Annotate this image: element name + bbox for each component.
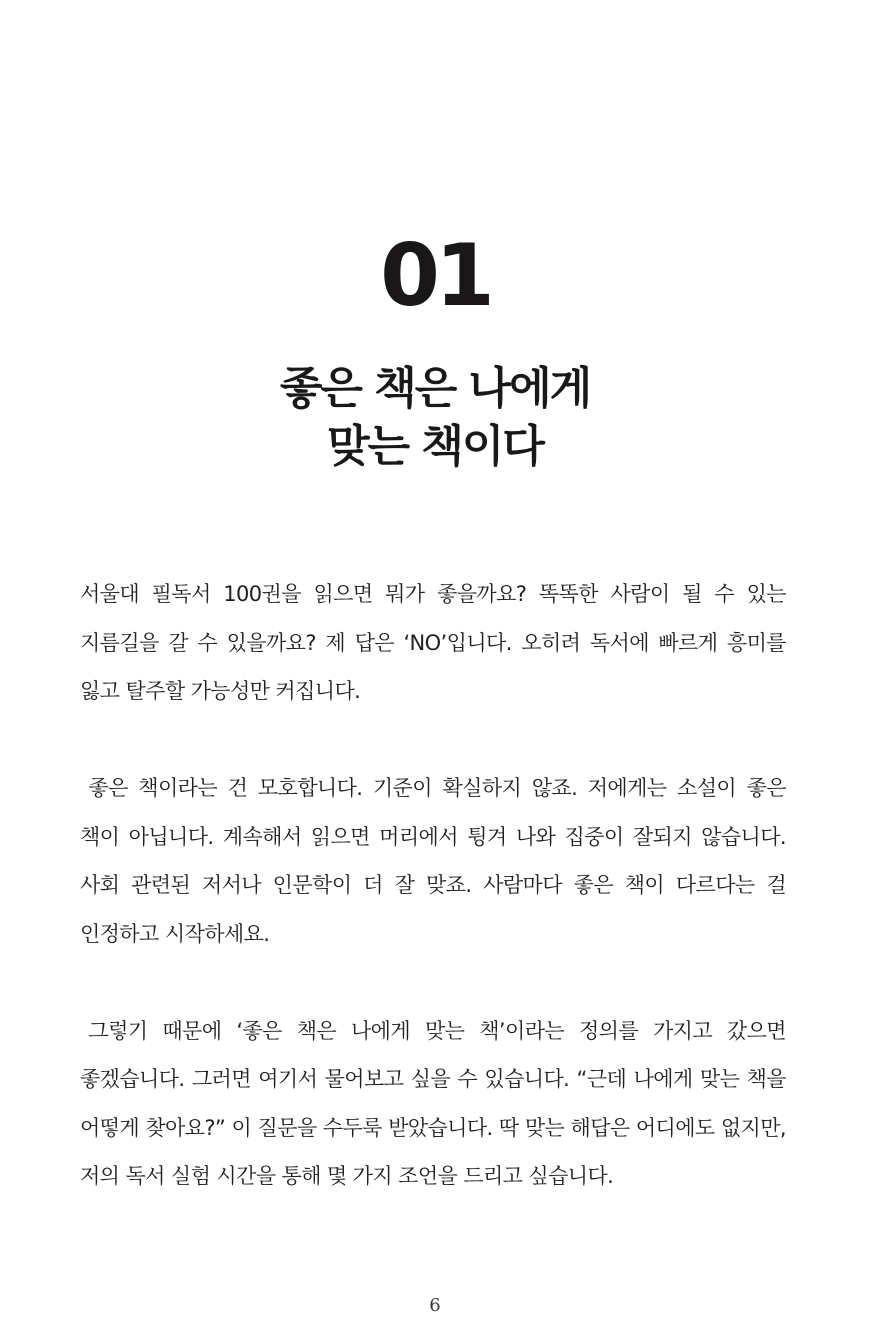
paragraph-1: 서울대 필독서 100권을 읽으면 뭐가 좋을까요? 똑똑한 사람이 될 수 있는 지름길을 갈 수 있을까요? 제 답은 ‘NO’입니다. 오히려 독서에 빠르게 흥미를 잃고 탈주할 가능성만 커집니다. [80, 582, 786, 703]
chapter-title-line-1: 좋은 책은 나에게 [279, 363, 591, 414]
page-number: 6 [429, 1295, 441, 1316]
chapter-title [0, 360, 870, 476]
paragraph-3: 그렇기 때문에 ‘좋은 책은 나에게 맞는 책’이라는 정의를 가지고 갔으면 좋겠습니다. 그러면 여기서 물어보고 싶을 수 있습니다. “근데 나에게 맞는 책을 어떻게 찾아요?” 이 질문을 수두룩 받았습니다. 딱 맞는 해답은 어디에도 없지만, 저의 독서 실험 시간을 통해 몇 가지 조언을 드리고 싶습니다. [80, 1018, 786, 1188]
body-text [80, 570, 786, 1249]
paragraph-2: 좋은 책이라는 건 모호합니다. 기준이 확실하지 않죠. 저에게는 소설이 좋은 책이 아닙니다. 계속해서 읽으면 머리에서 튕겨 나와 집중이 잘되지 않습니다. 사회 관련된 저서나 인문학이 더 잘 맞죠. 사람마다 좋은 책이 다르다는 걸 인정하고 시작하세요. [80, 776, 786, 946]
chapter-number: 01 [380, 226, 490, 326]
chapter-title-line-2: 맞는 책이다 [327, 421, 543, 472]
